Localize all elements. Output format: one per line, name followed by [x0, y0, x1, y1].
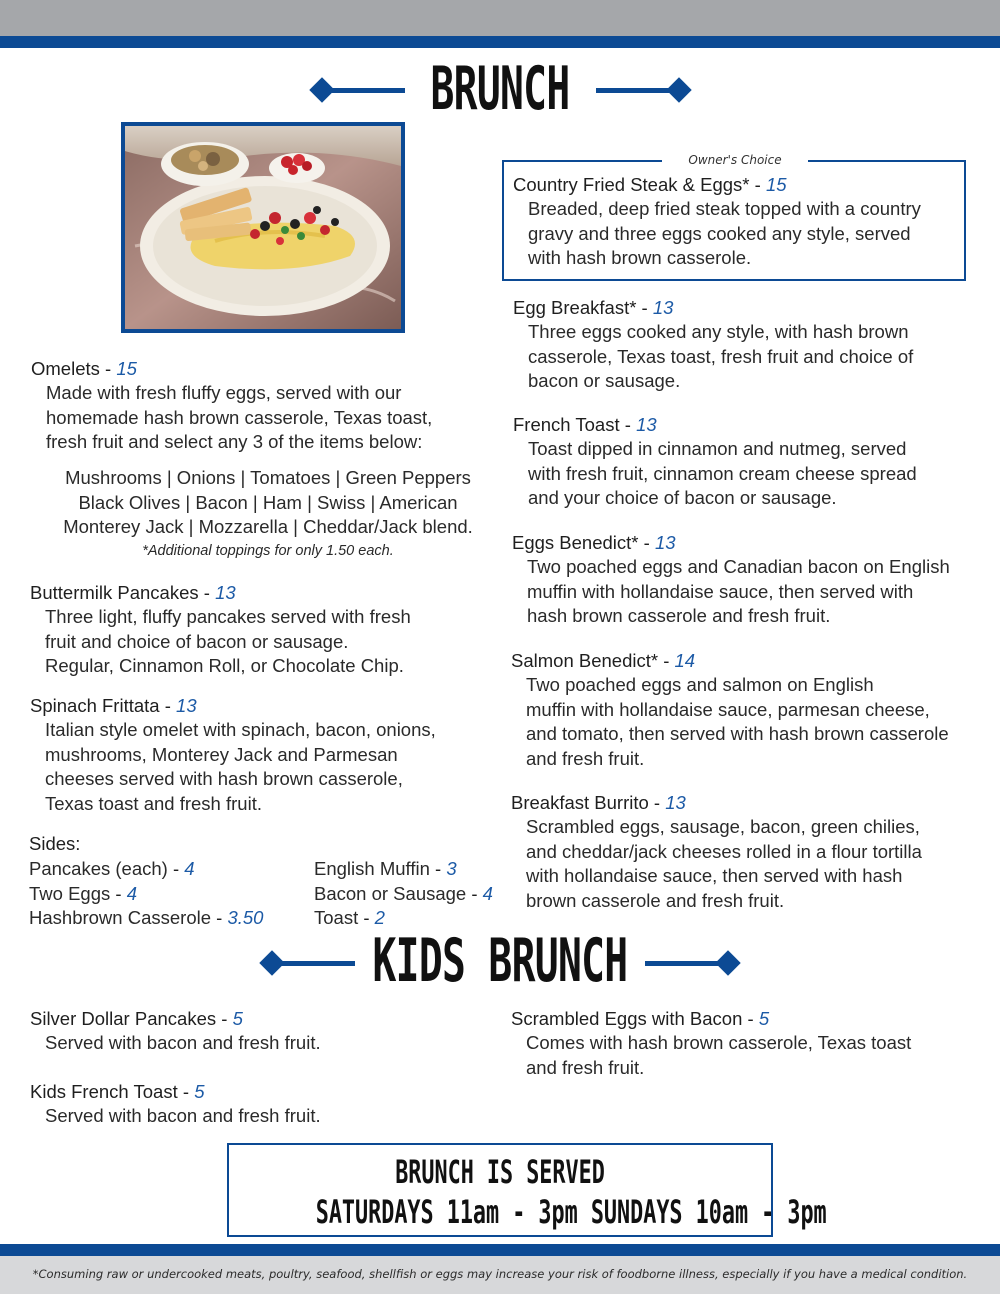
toppings-line: Black Olives | Bacon | Ham | Swiss | American [78, 491, 458, 513]
side-name: Toast [314, 907, 359, 928]
item-desc-line: Made with fresh fluffy eggs, served with our [46, 382, 402, 403]
item-price: 13 [665, 792, 686, 813]
menu-item-spinach-frittata: Spinach Frittata - 13 Italian style omelet with spinach, bacon, onions, mushrooms, Monterey Jack and Parmesan cheeses served with hash brown casserole, Texas toast and fresh fruit. [30, 694, 436, 816]
item-desc-line: Three eggs cooked any style, with hash brown [528, 321, 909, 342]
page-title: BRUNCH [430, 54, 570, 124]
menu-item-kids-french-toast: Kids French Toast - 5 Served with bacon and fresh fruit. [30, 1080, 321, 1129]
item-price: 13 [215, 582, 236, 603]
side-name: Hashbrown Casserole [29, 907, 212, 928]
item-desc-line: Comes with hash brown casserole, Texas toast [526, 1032, 912, 1053]
top-blue-band [0, 36, 1000, 48]
menu-item-salmon-benedict: Salmon Benedict* - 14 Two poached eggs and salmon on English muffin with hollandaise sauce, parmesan cheese, and tomato, then served with hash brown casserole and fresh fruit. [511, 649, 949, 771]
side-item: English Muffin - 3 [314, 858, 457, 879]
title-decoration-right [596, 80, 691, 100]
side-item: Bacon or Sausage - 4 [314, 882, 493, 904]
item-desc-line: and cheddar/jack cheeses rolled in a flour tortilla [526, 840, 922, 862]
item-desc-line: casserole, Texas toast, fresh fruit and choice of [528, 345, 914, 367]
item-name: French Toast [513, 414, 620, 435]
item-desc-line: Scrambled eggs, sausage, bacon, green chilies, [526, 816, 920, 837]
side-price: 2 [374, 907, 385, 928]
menu-item-silver-dollar-pancakes: Silver Dollar Pancakes - 5 Served with bacon and fresh fruit. [30, 1007, 321, 1056]
menu-item-omelets: Omelets - 15 Made with fresh fluffy eggs, served with our homemade hash brown casserole, Texas toast, fresh fruit and select any 3 of the items below: [31, 357, 432, 455]
top-gray-band [0, 0, 1000, 36]
item-desc-line: Breaded, deep fried steak topped with a country [528, 198, 921, 219]
menu-item-french-toast: French Toast - 13 Toast dipped in cinnamon and nutmeg, served with fresh fruit, cinnamon cream cheese spread and your choice of bacon or sausage. [513, 413, 917, 511]
item-desc-line: Three light, fluffy pancakes served with fresh [45, 606, 411, 627]
item-name: Omelets [31, 358, 100, 379]
item-price: 15 [116, 358, 137, 379]
item-desc-line: hash brown casserole and fresh fruit. [527, 605, 831, 626]
item-price: 13 [176, 695, 197, 716]
food-safety-disclaimer: *Consuming raw or undercooked meats, poultry, seafood, shellfish or eggs may increase your risk of foodborne illness, especially if you have a medical condition. [32, 1267, 968, 1281]
item-desc-line: Texas toast and fresh fruit. [45, 792, 262, 814]
owners-choice-label: Owner's Choice [662, 153, 808, 167]
item-price: 5 [194, 1081, 205, 1102]
kids-title-decoration-right [645, 953, 740, 973]
item-desc-line: and your choice of bacon or sausage. [528, 487, 837, 508]
side-name: Bacon or Sausage [314, 882, 467, 904]
item-desc-line: and tomato, then served with hash brown casserole [526, 723, 949, 744]
side-price: 4 [184, 858, 195, 879]
item-desc-line: with hash brown casserole. [528, 247, 752, 268]
item-desc-line: brown casserole and fresh fruit. [526, 889, 785, 911]
menu-item-buttermilk-pancakes: Buttermilk Pancakes - 13 Three light, fluffy pancakes served with fresh fruit and choice of bacon or sausage. Regular, Cinnamon Roll, or Chocolate Chip. [30, 581, 411, 679]
toppings-line: Monterey Jack | Mozzarella | Cheddar/Jack blend. [63, 516, 473, 537]
hours-heading: BRUNCH IS SERVED [395, 1153, 605, 1191]
menu-item-eggs-benedict: Eggs Benedict* - 13 Two poached eggs and Canadian bacon on English muffin with hollandaise sauce, then served with hash brown casserole and fresh fruit. [512, 531, 950, 629]
item-desc-line: and fresh fruit. [526, 1056, 645, 1078]
item-desc-line: Served with bacon and fresh fruit. [45, 1105, 321, 1126]
item-desc-line: bacon or sausage. [528, 370, 681, 391]
item-desc-line: muffin with hollandaise sauce, then served with [527, 580, 914, 602]
item-desc-line: Toast dipped in cinnamon and nutmeg, served [528, 438, 907, 459]
side-name: English Muffin [314, 858, 430, 879]
item-desc-line: with fresh fruit, cinnamon cream cheese spread [528, 462, 917, 484]
item-name: Salmon Benedict* [511, 650, 659, 671]
item-name: Buttermilk Pancakes [30, 582, 199, 603]
side-item: Toast - 2 [314, 907, 385, 928]
item-price: 15 [765, 174, 787, 195]
item-desc-line: fruit and choice of bacon or sausage. [45, 630, 349, 652]
omelet-plate-image [125, 126, 401, 329]
item-name: Spinach Frittata [30, 695, 160, 716]
item-desc-line: Two poached eggs and salmon on English [526, 674, 874, 695]
item-desc-line: Two poached eggs and Canadian bacon on English [527, 556, 950, 577]
item-desc-line: mushrooms, Monterey Jack and Parmesan [45, 743, 398, 765]
menu-item-breakfast-burrito: Breakfast Burrito - 13 Scrambled eggs, sausage, bacon, green chilies, and cheddar/jack cheeses rolled in a flour tortilla with hollandaise sauce, then served with hash brown casserole and fresh fruit. [511, 791, 922, 913]
side-name: Two Eggs [29, 882, 111, 904]
item-name: Kids French Toast [30, 1081, 178, 1102]
toppings-line: Mushrooms | Onions | Tomatoes | Green Peppers [65, 467, 471, 488]
item-price: 13 [652, 297, 674, 318]
toppings-note: *Additional toppings for only 1.50 each. [142, 542, 394, 559]
menu-item-scrambled-eggs-bacon: Scrambled Eggs with Bacon - 5 Comes with hash brown casserole, Texas toast and fresh fruit. [511, 1007, 911, 1080]
item-desc-line: Regular, Cinnamon Roll, or Chocolate Chip. [45, 655, 404, 676]
item-price: 14 [674, 650, 696, 671]
hours-times: SATURDAYS 11am - 3pm SUNDAYS 10am - 3pm [315, 1193, 827, 1231]
side-name: Pancakes (each) [29, 858, 168, 879]
brunch-hours-box [227, 1143, 827, 1237]
menu-item-country-fried-steak: Country Fried Steak & Eggs* - 15 Breaded, deep fried steak topped with a country gravy and three eggs cooked any style, served with hash brown casserole. [513, 173, 921, 271]
item-desc-line: muffin with hollandaise sauce, parmesan cheese, [526, 698, 930, 720]
side-item: Two Eggs - 4 [29, 882, 137, 904]
item-desc-line: with hollandaise sauce, then served with hash [526, 865, 903, 886]
item-name: Breakfast Burrito [511, 792, 649, 813]
item-name: Eggs Benedict* [512, 532, 639, 553]
item-desc-line: gravy and three eggs cooked any style, served [528, 222, 911, 244]
side-price: 4 [126, 882, 137, 904]
sides-heading: Sides: [29, 833, 81, 854]
item-price: 13 [654, 532, 676, 553]
side-item: Pancakes (each) - 4 [29, 858, 195, 879]
item-price: 5 [758, 1008, 770, 1029]
item-desc-line: fresh fruit and select any 3 of the items below: [46, 431, 423, 452]
omelet-toppings [28, 466, 508, 562]
sides-column-1 [29, 857, 263, 931]
bottom-blue-band [0, 1244, 1000, 1256]
menu-item-egg-breakfast: Egg Breakfast* - 13 Three eggs cooked any style, with hash brown casserole, Texas toast, fresh fruit and choice of bacon or sausage. [513, 296, 913, 394]
item-name: Egg Breakfast* [513, 297, 637, 318]
sides-column-2 [314, 857, 493, 931]
item-desc-line: Italian style omelet with spinach, bacon, onions, [45, 719, 436, 740]
kids-section-title: KIDS BRUNCH [372, 926, 628, 996]
food-photo [121, 122, 405, 333]
item-price: 13 [636, 414, 657, 435]
item-desc-line: homemade hash brown casserole, Texas toast, [46, 406, 433, 428]
side-price: 4 [482, 882, 493, 904]
item-name: Country Fried Steak & Eggs* [513, 174, 750, 195]
side-price: 3.50 [227, 907, 264, 928]
side-price: 3 [446, 858, 457, 879]
side-item: Hashbrown Casserole - 3.50 [29, 907, 264, 928]
item-desc-line: and fresh fruit. [526, 747, 645, 769]
item-desc-line: cheeses served with hash brown casserole, [45, 768, 403, 789]
item-name: Scrambled Eggs with Bacon [511, 1008, 743, 1029]
item-price: 5 [232, 1008, 243, 1029]
item-name: Silver Dollar Pancakes [30, 1008, 217, 1029]
item-desc-line: Served with bacon and fresh fruit. [45, 1032, 321, 1053]
